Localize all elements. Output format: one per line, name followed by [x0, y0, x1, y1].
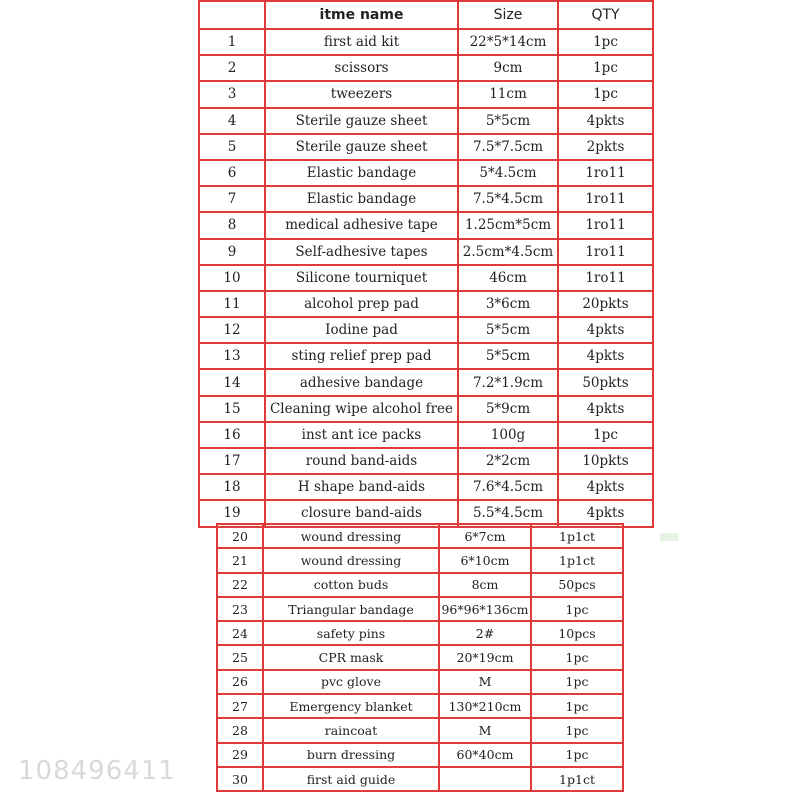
row-number: 7	[199, 186, 265, 212]
item-name: Silicone tourniquet	[265, 265, 458, 291]
item-qty: 1ro11	[558, 160, 653, 186]
table-row	[199, 265, 653, 291]
item-size: 5*9cm	[458, 396, 558, 422]
item-qty: 1p1ct	[531, 524, 623, 548]
row-number: 27	[217, 694, 263, 718]
table-row	[199, 474, 653, 500]
item-qty: 50pkts	[558, 369, 653, 395]
table-row	[199, 186, 653, 212]
item-qty: 1pc	[531, 718, 623, 742]
green-mark	[660, 533, 678, 541]
header-no	[199, 1, 265, 29]
item-size	[439, 767, 531, 791]
table-row	[199, 81, 653, 107]
item-name: Triangular bandage	[263, 597, 439, 621]
table-row	[217, 670, 623, 694]
row-number: 1	[199, 29, 265, 55]
table-row	[199, 317, 653, 343]
row-number: 26	[217, 670, 263, 694]
item-size: 7.2*1.9cm	[458, 369, 558, 395]
item-qty: 1pc	[531, 597, 623, 621]
row-number: 29	[217, 743, 263, 767]
item-name: scissors	[265, 55, 458, 81]
row-number: 13	[199, 343, 265, 369]
item-size: 5*5cm	[458, 317, 558, 343]
item-qty: 2pkts	[558, 134, 653, 160]
row-number: 23	[217, 597, 263, 621]
item-name: wound dressing	[263, 548, 439, 572]
item-name: closure band-aids	[265, 500, 458, 526]
table-row	[217, 694, 623, 718]
row-number: 15	[199, 396, 265, 422]
item-name: medical adhesive tape	[265, 212, 458, 238]
item-qty: 1pc	[558, 55, 653, 81]
item-name: cotton buds	[263, 573, 439, 597]
item-table-bottom	[216, 523, 624, 792]
item-size: 7.6*4.5cm	[458, 474, 558, 500]
table-row	[217, 767, 623, 791]
item-qty: 1ro11	[558, 239, 653, 265]
item-size: 6*10cm	[439, 548, 531, 572]
item-name: Self-adhesive tapes	[265, 239, 458, 265]
item-qty: 1ro11	[558, 186, 653, 212]
item-qty: 1pc	[558, 422, 653, 448]
row-number: 17	[199, 448, 265, 474]
item-name: burn dressing	[263, 743, 439, 767]
item-qty: 1p1ct	[531, 548, 623, 572]
item-size: 5*5cm	[458, 343, 558, 369]
table-header-row	[199, 1, 653, 29]
item-name: adhesive bandage	[265, 369, 458, 395]
watermark: 108496411	[18, 756, 176, 786]
item-size: 130*210cm	[439, 694, 531, 718]
item-qty: 4pkts	[558, 108, 653, 134]
header-qty: QTY	[558, 1, 653, 29]
item-qty: 1ro11	[558, 212, 653, 238]
item-name: Elastic bandage	[265, 160, 458, 186]
table-row	[217, 645, 623, 669]
row-number: 3	[199, 81, 265, 107]
item-size: 2.5cm*4.5cm	[458, 239, 558, 265]
row-number: 20	[217, 524, 263, 548]
item-qty: 1pc	[531, 694, 623, 718]
row-number: 24	[217, 621, 263, 645]
item-qty: 1p1ct	[531, 767, 623, 791]
row-number: 22	[217, 573, 263, 597]
item-name: tweezers	[265, 81, 458, 107]
item-size: 5.5*4.5cm	[458, 500, 558, 526]
row-number: 14	[199, 369, 265, 395]
table-row	[199, 134, 653, 160]
item-qty: 1pc	[558, 29, 653, 55]
table-row	[199, 448, 653, 474]
table-row	[199, 160, 653, 186]
item-qty: 1pc	[531, 670, 623, 694]
table-row	[217, 573, 623, 597]
item-name: round band-aids	[265, 448, 458, 474]
table-row	[199, 55, 653, 81]
item-name: H shape band-aids	[265, 474, 458, 500]
item-size: M	[439, 670, 531, 694]
row-number: 6	[199, 160, 265, 186]
item-name: CPR mask	[263, 645, 439, 669]
row-number: 9	[199, 239, 265, 265]
item-qty: 50pcs	[531, 573, 623, 597]
item-name: Sterile gauze sheet	[265, 108, 458, 134]
item-name: safety pins	[263, 621, 439, 645]
item-size: 100g	[458, 422, 558, 448]
item-qty: 4pkts	[558, 343, 653, 369]
header-item-name: itme name	[265, 1, 458, 29]
table-row	[217, 597, 623, 621]
row-number: 19	[199, 500, 265, 526]
item-size: 9cm	[458, 55, 558, 81]
item-qty: 4pkts	[558, 474, 653, 500]
item-size: 46cm	[458, 265, 558, 291]
item-name: first aid kit	[265, 29, 458, 55]
row-number: 11	[199, 291, 265, 317]
row-number: 21	[217, 548, 263, 572]
item-size: M	[439, 718, 531, 742]
item-size: 20*19cm	[439, 645, 531, 669]
table-row	[217, 718, 623, 742]
item-size: 5*4.5cm	[458, 160, 558, 186]
item-size: 60*40cm	[439, 743, 531, 767]
table-row	[199, 212, 653, 238]
table-row	[199, 343, 653, 369]
item-qty: 4pkts	[558, 317, 653, 343]
row-number: 25	[217, 645, 263, 669]
item-table-top	[198, 0, 654, 528]
item-qty: 10pkts	[558, 448, 653, 474]
item-name: inst ant ice packs	[265, 422, 458, 448]
row-number: 2	[199, 55, 265, 81]
item-qty: 4pkts	[558, 500, 653, 526]
item-size: 2*2cm	[458, 448, 558, 474]
item-size: 7.5*7.5cm	[458, 134, 558, 160]
item-name: Sterile gauze sheet	[265, 134, 458, 160]
table-row	[199, 239, 653, 265]
table-row	[199, 422, 653, 448]
item-name: Emergency blanket	[263, 694, 439, 718]
item-name: pvc glove	[263, 670, 439, 694]
row-number: 28	[217, 718, 263, 742]
item-qty: 20pkts	[558, 291, 653, 317]
item-size: 11cm	[458, 81, 558, 107]
table-row	[199, 108, 653, 134]
table-row	[199, 29, 653, 55]
row-number: 18	[199, 474, 265, 500]
table-row	[217, 743, 623, 767]
item-name: Iodine pad	[265, 317, 458, 343]
item-qty: 1pc	[531, 645, 623, 669]
header-size: Size	[458, 1, 558, 29]
item-name: raincoat	[263, 718, 439, 742]
item-qty: 4pkts	[558, 396, 653, 422]
item-name: Elastic bandage	[265, 186, 458, 212]
table-row	[199, 369, 653, 395]
item-name: first aid guide	[263, 767, 439, 791]
row-number: 30	[217, 767, 263, 791]
item-size: 7.5*4.5cm	[458, 186, 558, 212]
item-size: 1.25cm*5cm	[458, 212, 558, 238]
table-row	[199, 291, 653, 317]
item-qty: 1ro11	[558, 265, 653, 291]
row-number: 5	[199, 134, 265, 160]
table-row	[199, 396, 653, 422]
item-qty: 1pc	[558, 81, 653, 107]
item-qty: 10pcs	[531, 621, 623, 645]
row-number: 8	[199, 212, 265, 238]
row-number: 16	[199, 422, 265, 448]
row-number: 4	[199, 108, 265, 134]
item-size: 96*96*136cm	[439, 597, 531, 621]
item-name: wound dressing	[263, 524, 439, 548]
table-row	[217, 524, 623, 548]
item-size: 8cm	[439, 573, 531, 597]
item-size: 22*5*14cm	[458, 29, 558, 55]
item-name: Cleaning wipe alcohol free	[265, 396, 458, 422]
item-name: alcohol prep pad	[265, 291, 458, 317]
row-number: 12	[199, 317, 265, 343]
item-qty: 1pc	[531, 743, 623, 767]
item-size: 5*5cm	[458, 108, 558, 134]
item-size: 3*6cm	[458, 291, 558, 317]
item-name: sting relief prep pad	[265, 343, 458, 369]
row-number: 10	[199, 265, 265, 291]
table-row	[217, 621, 623, 645]
table-row	[217, 548, 623, 572]
item-size: 6*7cm	[439, 524, 531, 548]
item-size: 2#	[439, 621, 531, 645]
